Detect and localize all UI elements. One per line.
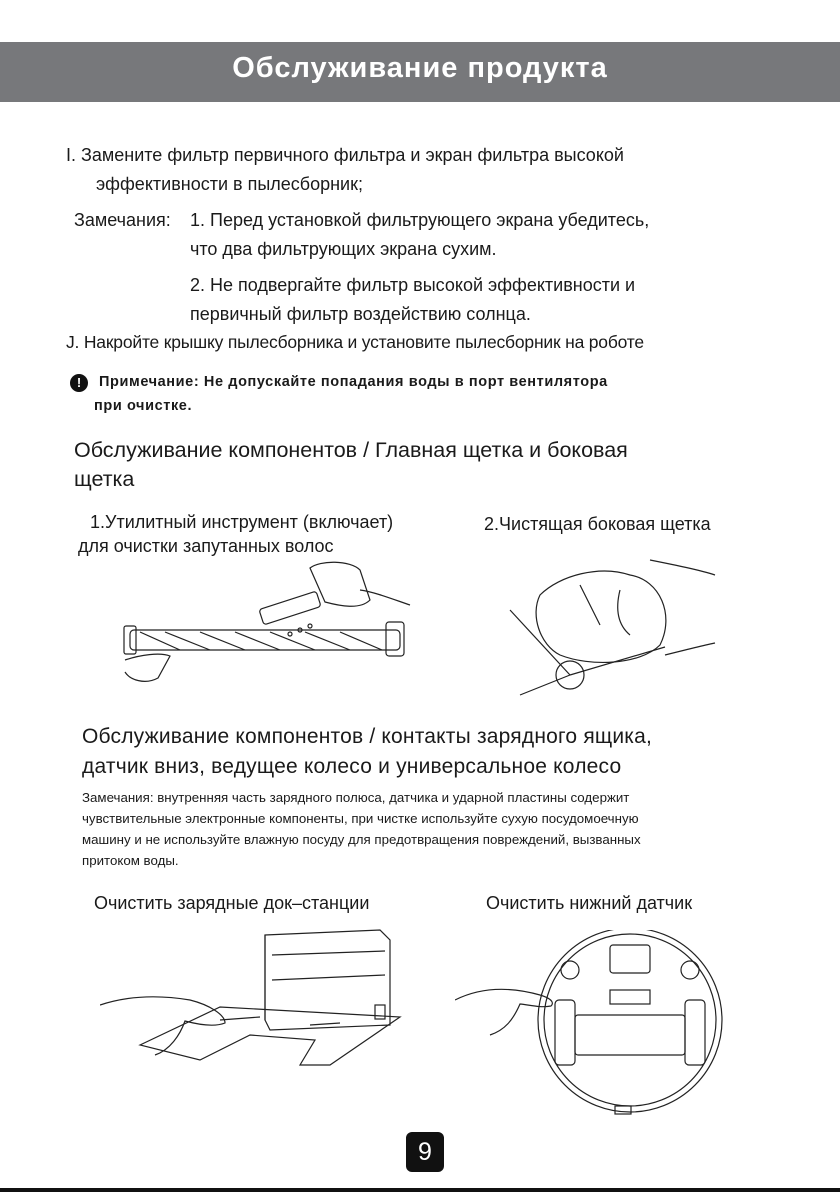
- section2-note-line1: Замечания: внутренняя часть зарядного полюса, датчика и ударной пластины содержит: [82, 790, 630, 805]
- exclamation-icon: !: [70, 374, 88, 392]
- caption-bottom-sensor: Очистить нижний датчик: [486, 893, 693, 913]
- remark-1-line1: 1. Перед установкой фильтрующего экрана убедитесь,: [190, 210, 650, 230]
- step-i-line1: I. Замените фильтр первичного фильтра и экран фильтра высокой: [66, 145, 624, 165]
- warning-line1: Примечание: Не допускайте попадания воды в порт вентилятора: [99, 374, 608, 390]
- main-brush-illustration: [120, 560, 420, 690]
- robot-underside-illustration: [455, 930, 745, 1120]
- step-i-line2: эффективности в пылесборник;: [96, 174, 363, 194]
- remark-2-line2: первичный фильтр воздействию солнца.: [190, 304, 531, 324]
- remark-2-line1: 2. Не подвергайте фильтр высокой эффективности и: [190, 275, 636, 295]
- page-title: Обслуживание продукта: [232, 52, 608, 84]
- warning-line2: при очистке.: [94, 398, 193, 414]
- charging-dock-illustration: [100, 925, 420, 1070]
- caption-utility-tool-line1: 1.Утилитный инструмент (включает): [90, 512, 394, 532]
- step-j: J. Накройте крышку пылесборника и установите пылесборник на роботе: [66, 332, 644, 352]
- section1-title-line1: Обслуживание компонентов / Главная щетка и боковая: [74, 438, 628, 462]
- remark-1-line2: что два фильтрующих экрана сухим.: [190, 239, 497, 259]
- remarks-label: Замечания:: [74, 210, 171, 230]
- section2-title-line2: датчик вниз, ведущее колесо и универсальное колесо: [82, 755, 622, 778]
- caption-utility-tool-line2: для очистки запутанных волос: [78, 536, 334, 556]
- caption-side-brush: 2.Чистящая боковая щетка: [484, 514, 711, 534]
- section2-note-line3: машину и не используйте влажную посуду для предотвращения повреждений, вызванных: [82, 832, 641, 847]
- section2-note-line2: чувствительные электронные компоненты, при чистке используйте сухую посудомоечную: [82, 811, 639, 826]
- side-brush-illustration: [500, 555, 730, 705]
- caption-charging-dock: Очистить зарядные док–станции: [94, 893, 370, 913]
- section2-title-line1: Обслуживание компонентов / контакты зарядного ящика,: [82, 725, 653, 748]
- section1-title-line2: щетка: [74, 467, 135, 491]
- section2-note-line4: притоком воды.: [82, 853, 179, 868]
- page-number: 9: [406, 1132, 444, 1172]
- bottom-rule: [0, 1188, 840, 1192]
